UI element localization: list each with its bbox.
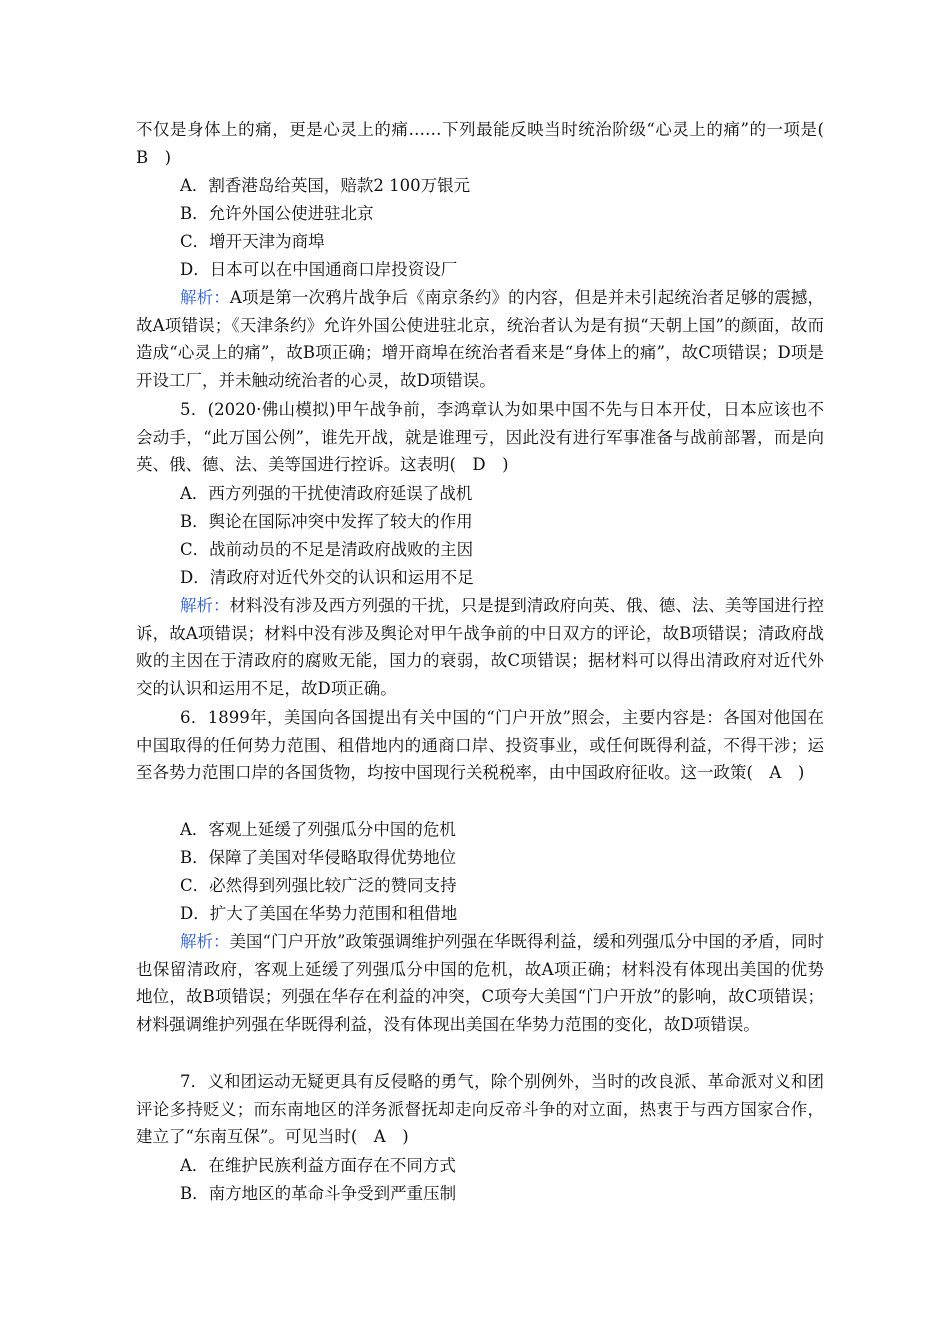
q6-stem: 6．1899年，美国向各国提出有关中国的“门户开放”照会，主要内容是：各国对他国在中国取得的任何势力范围、租借地内的通商口岸、投资事业，或任何既得利益，不得干涉；运至各势力范围口岸的各国货物，均按中国现行关税税率，由中国政府征收。这一政策( A )	[136, 708, 824, 783]
q7-stem: 7．义和团运动无疑更具有反侵略的勇气，除个别例外，当时的改良派、革命派对义和团评论多持贬义；而东南地区的洋务派督抚却走向反帝斗争的对立面，热衷于与西方国家合作，建立了“东南互保”。可见当时( A )	[136, 1072, 824, 1147]
q4-option-b: B．允许外国公使进驻北京	[180, 204, 374, 223]
q4-option-d: D．日本可以在中国通商口岸投资设厂	[180, 260, 458, 279]
q4-option-a: A．割香港岛给英国，赔款2 100万银元	[180, 176, 471, 195]
q6-option-b: B．保障了美国对华侵略取得优势地位	[180, 848, 457, 867]
q4-stem: 不仅是身体上的痛，更是心灵上的痛……下列最能反映当时统治阶级“心灵上的痛”的一项是( B )	[136, 120, 841, 167]
q5-stem: 5．(2020·佛山模拟)甲午战争前，李鸿章认为如果中国不先与日本开仗，日本应该也不会动手，“此万国公例”，谁先开战，就是谁理亏，因此没有进行军事准备与战前部署，而是向英、俄、德、法、美等国进行控诉。这表明( D )	[136, 400, 824, 475]
q5-analysis	[136, 592, 824, 702]
q6-analysis-text: 美国“门户开放”政策强调维护列强在华既得利益，缓和列强瓜分中国的矛盾，同时也保留清政府，客观上延缓了列强瓜分中国的危机，故A项正确；材料没有体现出美国的优势地位，故B项错误；列强在华存在利益的冲突，C项夸大美国“门户开放”的影响，故C项错误；材料强调维护列强在华既得利益，没有体现出美国在华势力范围的变化，故D项错误。	[136, 932, 825, 1034]
q6-option-a: A．客观上延缓了列强瓜分中国的危机	[180, 820, 456, 839]
q5-option-b: B．舆论在国际冲突中发挥了较大的作用	[180, 512, 473, 531]
q7-option-a: A．在维护民族利益方面存在不同方式	[180, 1156, 456, 1175]
q6-option-d: D．扩大了美国在华势力范围和租借地	[180, 904, 458, 923]
q5-option-d: D．清政府对近代外交的认识和运用不足	[180, 568, 474, 587]
q5-option-a: A．西方列强的干扰使清政府延误了战机	[180, 484, 473, 503]
analysis-label: 解析：	[180, 288, 230, 307]
analysis-label: 解析：	[180, 932, 230, 951]
q5-option-c: C．战前动员的不足是清政府战败的主因	[180, 540, 474, 559]
analysis-label: 解析：	[180, 596, 230, 615]
q4-analysis-text: A项是第一次鸦片战争后《南京条约》的内容，但是并未引起统治者足够的震撼，故A项错误；《天津条约》允许外国公使进驻北京，统治者认为是有损“天朝上国”的颜面，故而造成“心灵上的痛”，故B项正确；增开商埠在统治者看来是“身体上的痛”，故C项错误；D项是开设工厂，并未触动统治者的心灵，故D项错误。	[136, 288, 824, 390]
q7-option-b: B．南方地区的革命斗争受到严重压制	[180, 1184, 457, 1203]
q5-analysis-text: 材料没有涉及西方列强的干扰，只是提到清政府向英、俄、德、法、美等国进行控诉，故A项错误；材料中没有涉及舆论对甲午战争前的中日双方的评论，故B项错误；清政府战败的主因在于清政府的腐败无能，国力的衰弱，故C项错误；据材料可以得出清政府对近代外交的认识和运用不足，故D项正确。	[136, 596, 825, 698]
q4-option-c: C．增开天津为商埠	[180, 232, 325, 251]
q6-option-c: C．必然得到列强比较广泛的赞同支持	[180, 876, 457, 895]
q4-analysis	[136, 284, 824, 394]
q6-analysis	[136, 928, 824, 1038]
